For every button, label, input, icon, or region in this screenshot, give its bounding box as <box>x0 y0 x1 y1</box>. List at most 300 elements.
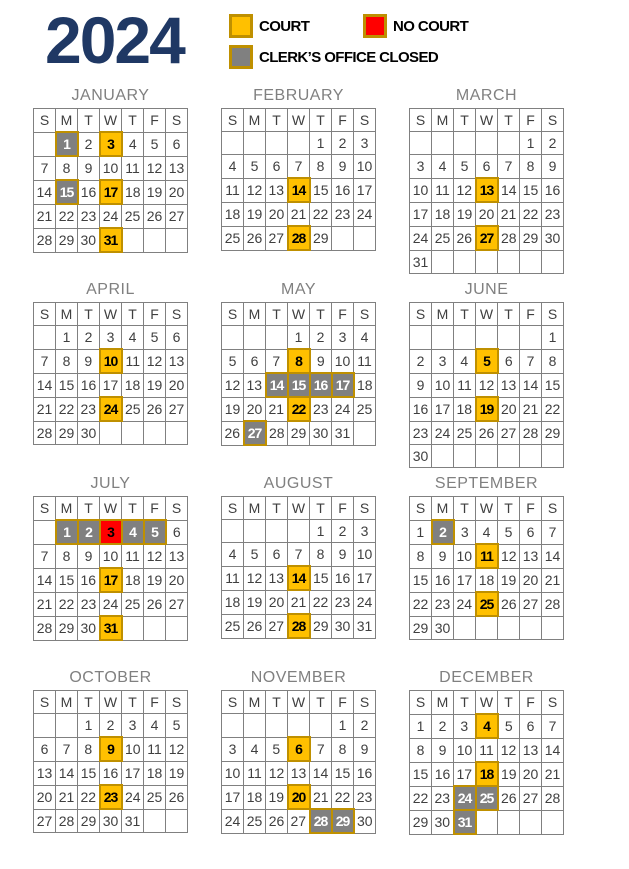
weekday-header: T <box>78 109 100 133</box>
day-cell: 25 <box>144 785 166 809</box>
day-cell: 17 <box>222 785 244 809</box>
day-cell: 23 <box>432 786 454 810</box>
day-cell: 16 <box>78 568 100 592</box>
empty-cell <box>432 326 454 350</box>
week-row <box>410 544 564 568</box>
month-title: MAY <box>281 281 316 298</box>
day-cell-closed: 1 <box>56 520 78 544</box>
empty-cell <box>244 326 266 350</box>
day-cell-closed: 2 <box>432 520 454 544</box>
day-cell: 4 <box>476 520 498 544</box>
day-cell-closed: 31 <box>454 810 476 834</box>
day-cell: 2 <box>432 714 454 738</box>
day-cell: 3 <box>454 714 476 738</box>
weekday-header: T <box>122 303 144 326</box>
day-cell: 10 <box>100 544 122 568</box>
empty-cell <box>354 226 376 250</box>
weekday-header: M <box>244 691 266 714</box>
day-cell: 9 <box>78 349 100 373</box>
day-cell: 10 <box>410 178 432 202</box>
day-cell: 15 <box>520 178 542 202</box>
day-cell: 25 <box>122 204 144 228</box>
day-cell: 24 <box>354 590 376 614</box>
month-title: JULY <box>90 475 131 492</box>
day-cell: 7 <box>34 156 56 180</box>
day-cell: 19 <box>498 762 520 786</box>
day-cell: 16 <box>332 178 354 202</box>
day-cell-court: 23 <box>100 785 122 809</box>
day-cell: 14 <box>542 544 564 568</box>
weekday-header: T <box>454 691 476 715</box>
day-cell: 9 <box>432 544 454 568</box>
day-cell: 21 <box>34 397 56 421</box>
day-cell-closed: 15 <box>288 373 310 397</box>
month-title: OCTOBER <box>69 669 152 686</box>
day-cell: 19 <box>144 568 166 592</box>
empty-cell <box>222 326 244 350</box>
day-cell: 12 <box>144 544 166 568</box>
weekday-header: W <box>100 497 122 521</box>
weekday-header: F <box>144 109 166 133</box>
day-cell-court: 14 <box>288 178 310 202</box>
week-row <box>34 326 188 350</box>
day-cell: 26 <box>222 421 244 445</box>
day-cell: 26 <box>144 204 166 228</box>
empty-cell <box>144 809 166 833</box>
empty-cell <box>122 616 144 640</box>
legend-item-court <box>229 14 363 38</box>
day-cell: 16 <box>432 568 454 592</box>
day-cell: 21 <box>310 785 332 809</box>
day-cell: 15 <box>410 568 432 592</box>
empty-cell <box>498 326 520 350</box>
day-cell-court: 9 <box>100 737 122 761</box>
day-cell: 30 <box>78 228 100 252</box>
day-cell: 6 <box>166 326 188 350</box>
day-cell: 29 <box>56 616 78 640</box>
day-cell: 22 <box>56 397 78 421</box>
day-cell: 12 <box>144 349 166 373</box>
day-cell: 28 <box>542 786 564 810</box>
day-cell: 19 <box>498 568 520 592</box>
week-row <box>222 373 376 397</box>
day-cell: 8 <box>56 544 78 568</box>
empty-cell <box>454 616 476 640</box>
weekday-header: S <box>34 497 56 521</box>
day-cell: 29 <box>542 421 564 445</box>
weekday-header: S <box>354 497 376 520</box>
week-row <box>222 761 376 785</box>
week-row <box>34 737 188 761</box>
day-cell: 6 <box>266 155 288 179</box>
week-row <box>222 397 376 421</box>
week-row <box>34 204 188 228</box>
day-cell-closed: 2 <box>78 520 100 544</box>
day-cell: 16 <box>78 180 100 204</box>
day-cell-closed: 1 <box>56 132 78 156</box>
legend-label: NO COURT <box>393 17 469 35</box>
day-cell-court: 24 <box>100 397 122 421</box>
closed-swatch-icon <box>229 45 253 69</box>
day-cell: 20 <box>520 762 542 786</box>
week-row <box>34 397 188 421</box>
week-row <box>34 761 188 785</box>
day-cell-closed: 24 <box>454 786 476 810</box>
week-row <box>410 762 564 786</box>
day-cell: 10 <box>354 543 376 567</box>
day-cell: 14 <box>310 761 332 785</box>
day-cell: 30 <box>100 809 122 833</box>
weekday-header: T <box>266 691 288 714</box>
week-row <box>222 202 376 226</box>
day-cell: 8 <box>56 156 78 180</box>
week-row <box>222 178 376 202</box>
day-cell: 19 <box>144 373 166 397</box>
month-table <box>221 690 376 834</box>
day-cell: 3 <box>100 326 122 350</box>
page-header <box>0 0 629 87</box>
weekday-header: S <box>410 497 432 521</box>
weekday-header: W <box>476 303 498 326</box>
weekday-header: F <box>520 303 542 326</box>
day-cell: 28 <box>34 616 56 640</box>
weekday-header: S <box>222 691 244 714</box>
weekday-header: W <box>288 497 310 520</box>
day-cell: 3 <box>332 326 354 350</box>
week-row <box>34 616 188 640</box>
day-cell: 4 <box>454 349 476 373</box>
week-row <box>34 568 188 592</box>
day-cell: 22 <box>310 590 332 614</box>
month-title: JANUARY <box>71 87 150 104</box>
weekday-header: F <box>520 109 542 132</box>
day-cell: 12 <box>244 566 266 590</box>
day-cell: 7 <box>288 155 310 179</box>
legend-row <box>229 45 468 69</box>
day-cell: 16 <box>100 761 122 785</box>
weekday-header: T <box>498 303 520 326</box>
empty-cell <box>354 421 376 445</box>
week-row <box>410 202 564 226</box>
day-cell: 24 <box>100 592 122 616</box>
week-row <box>410 226 564 250</box>
weekday-header: S <box>222 497 244 520</box>
day-cell: 23 <box>78 592 100 616</box>
weekday-header: S <box>354 109 376 132</box>
weekday-header: M <box>244 303 266 326</box>
day-cell: 18 <box>122 568 144 592</box>
day-cell: 11 <box>122 349 144 373</box>
day-cell: 11 <box>222 178 244 202</box>
week-row <box>410 155 564 179</box>
day-cell: 17 <box>354 178 376 202</box>
day-cell: 28 <box>266 421 288 445</box>
day-cell: 17 <box>122 761 144 785</box>
week-row <box>34 132 188 156</box>
weekday-header: M <box>56 303 78 326</box>
day-cell-court: 10 <box>100 349 122 373</box>
day-cell: 1 <box>56 326 78 350</box>
day-cell: 16 <box>332 566 354 590</box>
day-cell: 22 <box>56 592 78 616</box>
day-cell: 18 <box>222 590 244 614</box>
day-cell: 21 <box>56 785 78 809</box>
day-cell: 19 <box>166 761 188 785</box>
empty-cell <box>410 132 432 155</box>
day-cell: 8 <box>56 349 78 373</box>
month-april <box>33 281 188 445</box>
empty-cell <box>454 326 476 350</box>
empty-cell <box>520 326 542 350</box>
week-row <box>222 614 376 638</box>
day-cell: 3 <box>410 155 432 179</box>
day-cell: 14 <box>520 373 542 397</box>
day-cell: 4 <box>122 326 144 350</box>
day-cell: 16 <box>410 397 432 421</box>
day-cell: 27 <box>166 204 188 228</box>
empty-cell <box>244 520 266 543</box>
day-cell: 5 <box>244 543 266 567</box>
day-cell: 2 <box>542 132 564 155</box>
day-cell: 26 <box>454 226 476 250</box>
empty-cell <box>498 810 520 834</box>
day-cell: 31 <box>354 614 376 638</box>
day-cell: 14 <box>34 180 56 204</box>
week-row <box>34 592 188 616</box>
day-cell: 7 <box>288 543 310 567</box>
day-cell: 27 <box>266 614 288 638</box>
day-cell: 20 <box>166 373 188 397</box>
day-cell: 23 <box>78 397 100 421</box>
month-title: AUGUST <box>263 475 334 492</box>
empty-cell <box>454 445 476 468</box>
week-row <box>222 809 376 833</box>
day-cell: 14 <box>498 178 520 202</box>
day-cell: 18 <box>122 180 144 204</box>
day-cell-court: 20 <box>288 785 310 809</box>
day-cell-court: 17 <box>100 180 122 204</box>
day-cell: 17 <box>100 373 122 397</box>
day-cell: 11 <box>354 349 376 373</box>
day-cell: 4 <box>222 543 244 567</box>
day-cell: 5 <box>144 132 166 156</box>
month-table <box>33 302 188 445</box>
day-cell: 27 <box>166 592 188 616</box>
empty-cell <box>144 421 166 445</box>
day-cell: 3 <box>454 520 476 544</box>
day-cell: 13 <box>520 544 542 568</box>
day-cell: 1 <box>410 714 432 738</box>
week-row <box>34 520 188 544</box>
weekday-header: S <box>222 303 244 326</box>
weekday-header: F <box>332 497 354 520</box>
day-cell: 9 <box>78 156 100 180</box>
day-cell: 24 <box>454 592 476 616</box>
day-cell: 13 <box>266 178 288 202</box>
day-cell: 4 <box>222 155 244 179</box>
weekday-header: S <box>166 303 188 326</box>
day-cell: 14 <box>542 738 564 762</box>
month-march <box>409 87 564 274</box>
day-cell: 13 <box>34 761 56 785</box>
day-cell-court: 4 <box>476 714 498 738</box>
day-cell: 13 <box>166 349 188 373</box>
day-cell: 31 <box>122 809 144 833</box>
day-cell: 18 <box>144 761 166 785</box>
weekday-header: W <box>288 109 310 132</box>
day-cell: 8 <box>410 738 432 762</box>
day-cell-court: 28 <box>288 226 310 250</box>
week-row <box>410 373 564 397</box>
week-row <box>410 250 564 274</box>
day-cell: 25 <box>122 397 144 421</box>
day-cell: 24 <box>332 397 354 421</box>
empty-cell <box>34 132 56 156</box>
day-cell: 2 <box>78 132 100 156</box>
day-cell: 1 <box>310 132 332 155</box>
day-cell: 4 <box>354 326 376 350</box>
day-cell-court: 11 <box>476 544 498 568</box>
weekday-header: S <box>354 691 376 714</box>
month-title: FEBRUARY <box>253 87 344 104</box>
weekday-header: W <box>476 691 498 715</box>
day-cell: 20 <box>166 568 188 592</box>
day-cell: 7 <box>542 520 564 544</box>
day-cell: 1 <box>78 714 100 738</box>
weekday-header: T <box>310 109 332 132</box>
day-cell: 8 <box>78 737 100 761</box>
empty-cell <box>498 445 520 468</box>
day-cell: 22 <box>332 785 354 809</box>
weekday-header: M <box>56 691 78 714</box>
month-june <box>409 281 564 468</box>
weekday-header: S <box>222 109 244 132</box>
weekday-header: T <box>266 109 288 132</box>
day-cell: 21 <box>542 568 564 592</box>
week-row <box>222 737 376 761</box>
day-cell: 12 <box>266 761 288 785</box>
year-title: 2024 <box>45 3 184 77</box>
day-cell: 20 <box>476 202 498 226</box>
month-october <box>33 669 188 833</box>
day-cell: 17 <box>432 397 454 421</box>
day-cell: 30 <box>310 421 332 445</box>
day-cell: 12 <box>454 178 476 202</box>
weekday-header: W <box>100 109 122 133</box>
day-cell: 5 <box>144 326 166 350</box>
week-row <box>410 397 564 421</box>
day-cell: 25 <box>354 397 376 421</box>
day-cell: 11 <box>476 738 498 762</box>
day-cell: 15 <box>310 178 332 202</box>
day-cell: 14 <box>34 373 56 397</box>
day-cell: 25 <box>244 809 266 833</box>
day-cell: 27 <box>520 592 542 616</box>
week-row <box>410 132 564 155</box>
month-title: NOVEMBER <box>250 669 347 686</box>
day-cell-court: 31 <box>100 616 122 640</box>
day-cell-closed: 27 <box>244 421 266 445</box>
week-row <box>410 445 564 468</box>
empty-cell <box>332 226 354 250</box>
day-cell: 2 <box>354 714 376 738</box>
day-cell: 18 <box>354 373 376 397</box>
day-cell: 10 <box>354 155 376 179</box>
day-cell: 27 <box>166 397 188 421</box>
empty-cell <box>266 132 288 155</box>
empty-cell <box>542 810 564 834</box>
day-cell-court: 6 <box>288 737 310 761</box>
weekday-header: W <box>288 303 310 326</box>
day-cell: 22 <box>520 202 542 226</box>
day-cell: 13 <box>288 761 310 785</box>
day-cell: 27 <box>34 809 56 833</box>
month-table <box>409 302 564 468</box>
day-cell: 24 <box>122 785 144 809</box>
day-cell: 30 <box>78 421 100 445</box>
day-cell: 4 <box>432 155 454 179</box>
day-cell: 27 <box>498 421 520 445</box>
weekday-header: T <box>310 303 332 326</box>
month-table <box>221 496 376 639</box>
day-cell: 5 <box>498 714 520 738</box>
weekday-header-row <box>410 691 564 715</box>
day-cell: 23 <box>78 204 100 228</box>
week-row <box>222 543 376 567</box>
weekday-header: S <box>410 109 432 132</box>
empty-cell <box>244 714 266 738</box>
week-row <box>410 568 564 592</box>
day-cell: 27 <box>520 786 542 810</box>
week-row <box>34 785 188 809</box>
day-cell: 3 <box>432 349 454 373</box>
day-cell: 5 <box>222 349 244 373</box>
day-cell: 28 <box>520 421 542 445</box>
day-cell: 5 <box>266 737 288 761</box>
empty-cell <box>144 616 166 640</box>
day-cell: 15 <box>310 566 332 590</box>
day-cell: 10 <box>454 544 476 568</box>
legend-item-closed <box>229 45 439 69</box>
empty-cell <box>476 616 498 640</box>
empty-cell <box>476 250 498 274</box>
day-cell-court: 5 <box>476 349 498 373</box>
day-cell: 21 <box>266 397 288 421</box>
day-cell: 30 <box>354 809 376 833</box>
weekday-header: T <box>122 691 144 714</box>
week-row <box>222 785 376 809</box>
legend-label: COURT <box>259 17 310 35</box>
day-cell: 7 <box>56 737 78 761</box>
day-cell-court: 14 <box>288 566 310 590</box>
day-cell: 26 <box>266 809 288 833</box>
weekday-header-row <box>34 109 188 133</box>
day-cell: 5 <box>498 520 520 544</box>
day-cell: 5 <box>166 714 188 738</box>
day-cell: 2 <box>100 714 122 738</box>
day-cell: 10 <box>100 156 122 180</box>
day-cell: 5 <box>454 155 476 179</box>
day-cell-court: 3 <box>100 132 122 156</box>
month-september <box>409 475 564 640</box>
day-cell: 29 <box>520 226 542 250</box>
day-cell: 7 <box>34 349 56 373</box>
day-cell-court: 27 <box>476 226 498 250</box>
month-title: SEPTEMBER <box>434 475 539 492</box>
weekday-header: T <box>498 109 520 132</box>
day-cell: 8 <box>520 155 542 179</box>
month-january <box>33 87 188 253</box>
